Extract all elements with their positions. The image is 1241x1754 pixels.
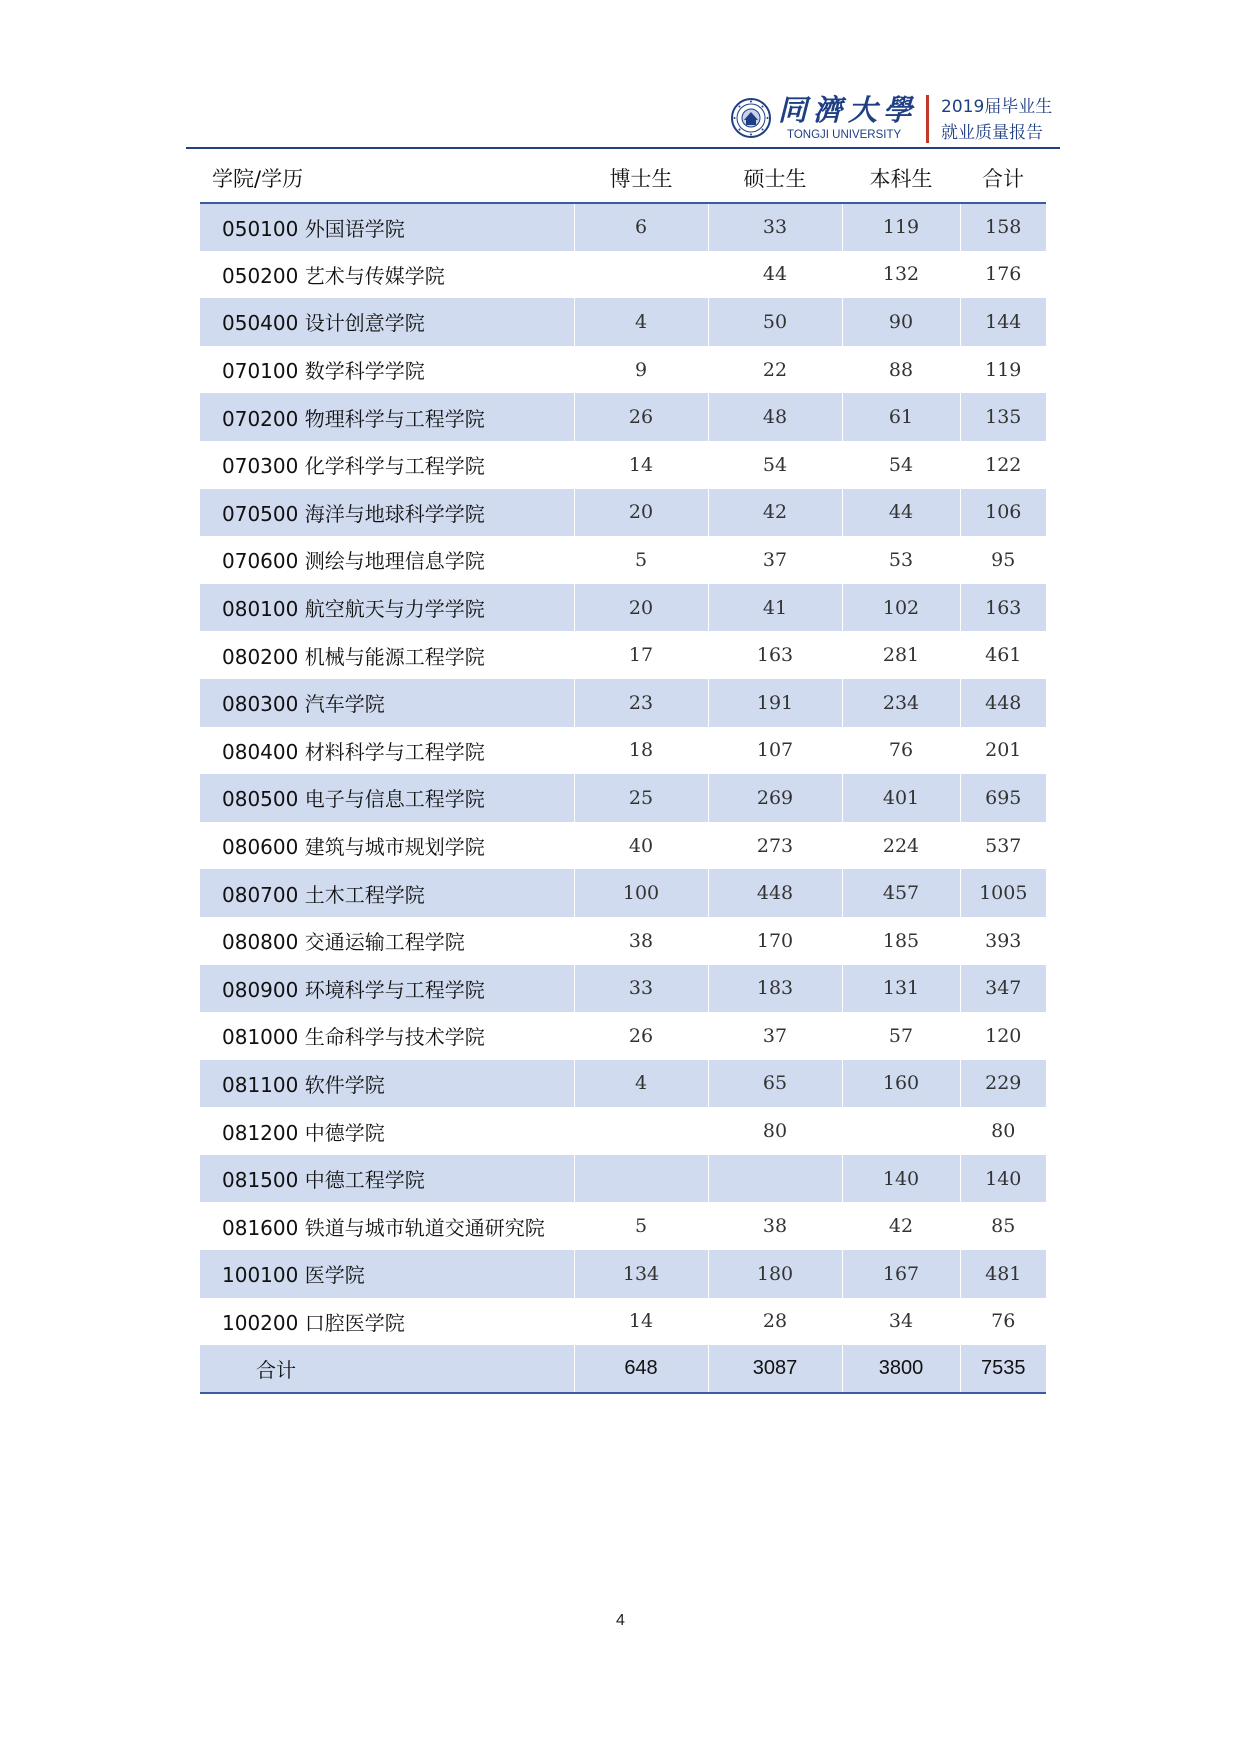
total-count-cell: 1005 xyxy=(960,869,1046,917)
total-count-cell: 229 xyxy=(960,1060,1046,1108)
total-phd-cell: 648 xyxy=(574,1345,708,1393)
bachelor-count-cell: 167 xyxy=(842,1250,960,1298)
master-count-cell: 448 xyxy=(708,869,842,917)
total-count-cell: 201 xyxy=(985,739,1022,762)
master-count-cell: 163 xyxy=(708,631,842,679)
table-row xyxy=(200,441,1046,489)
graduates-by-school-table xyxy=(200,153,1046,1394)
master-count-cell: 269 xyxy=(708,774,842,822)
bachelor-count-cell: 132 xyxy=(842,251,960,299)
table-row xyxy=(200,1107,1046,1155)
master-count-cell: 37 xyxy=(708,1012,842,1060)
total-count-cell: 122 xyxy=(985,453,1022,476)
total-count-cell: 347 xyxy=(960,965,1046,1013)
column-header-phd: 博士生 xyxy=(574,153,708,203)
phd-count-cell: 5 xyxy=(574,1202,708,1250)
master-count-cell: 48 xyxy=(708,393,842,441)
master-count-cell xyxy=(708,1155,842,1203)
school-name-cell: 081600 铁道与城市轨道交通研究院 xyxy=(200,1202,574,1250)
master-count-cell: 33 xyxy=(708,203,842,251)
total-count-cell: 481 xyxy=(960,1250,1046,1298)
table-row xyxy=(200,489,1046,537)
phd-count-cell: 134 xyxy=(574,1250,708,1298)
master-count-cell: 41 xyxy=(708,584,842,632)
table-row xyxy=(200,727,1046,775)
column-header-school: 学院/学历 xyxy=(200,153,574,203)
total-count-cell: 144 xyxy=(960,298,1046,346)
column-header-bachelor: 本科生 xyxy=(842,153,960,203)
table-row xyxy=(200,298,1046,346)
column-header-total: 合计 xyxy=(960,153,1046,203)
column-header-master: 硕士生 xyxy=(708,153,842,203)
bachelor-count-cell: 76 xyxy=(842,727,960,775)
bachelor-count-cell: 88 xyxy=(842,346,960,394)
total-count-cell: 140 xyxy=(960,1155,1046,1203)
school-name-cell: 050100 外国语学院 xyxy=(200,203,574,251)
table-row xyxy=(200,584,1046,632)
phd-count-cell: 38 xyxy=(574,917,708,965)
phd-count-cell: 33 xyxy=(574,965,708,1013)
master-count-cell: 273 xyxy=(708,822,842,870)
total-count-cell: 695 xyxy=(960,774,1046,822)
bachelor-count-cell: 160 xyxy=(842,1060,960,1108)
school-name-cell: 100100 医学院 xyxy=(200,1250,574,1298)
bachelor-count-cell: 224 xyxy=(842,822,960,870)
school-name-cell: 070100 数学科学学院 xyxy=(200,346,574,394)
school-name-cell: 080800 交通运输工程学院 xyxy=(200,917,574,965)
master-count-cell: 28 xyxy=(708,1298,842,1346)
phd-count-cell: 100 xyxy=(574,869,708,917)
total-label-cell: 合计 xyxy=(200,1345,574,1393)
bachelor-count-cell: 281 xyxy=(842,631,960,679)
master-count-cell: 65 xyxy=(708,1060,842,1108)
table-row xyxy=(200,869,1046,917)
total-count-cell: 135 xyxy=(960,393,1046,441)
school-name-cell: 070200 物理科学与工程学院 xyxy=(200,393,574,441)
phd-count-cell: 14 xyxy=(574,441,708,489)
table-row xyxy=(200,203,1046,251)
table-row xyxy=(200,251,1046,299)
table-row xyxy=(200,774,1046,822)
phd-count-cell: 20 xyxy=(574,584,708,632)
phd-count-cell: 23 xyxy=(574,679,708,727)
bachelor-count-cell: 119 xyxy=(842,203,960,251)
table-row xyxy=(200,346,1046,394)
total-count-cell: 393 xyxy=(985,929,1022,952)
bachelor-count-cell: 102 xyxy=(842,584,960,632)
bachelor-count-cell: 61 xyxy=(842,393,960,441)
total-count-cell: 106 xyxy=(960,489,1046,537)
phd-count-cell: 26 xyxy=(574,393,708,441)
phd-count-cell: 25 xyxy=(574,774,708,822)
master-count-cell: 170 xyxy=(708,917,842,965)
total-count-cell: 95 xyxy=(991,548,1016,571)
total-count-cell: 448 xyxy=(960,679,1046,727)
page-header xyxy=(0,0,1241,150)
school-name-cell: 080200 机械与能源工程学院 xyxy=(200,631,574,679)
phd-count-cell xyxy=(574,1107,708,1155)
bachelor-count-cell: 42 xyxy=(842,1202,960,1250)
table-row xyxy=(200,1060,1046,1108)
phd-count-cell: 6 xyxy=(574,203,708,251)
school-name-cell: 080500 电子与信息工程学院 xyxy=(200,774,574,822)
bachelor-count-cell: 44 xyxy=(842,489,960,537)
phd-count-cell: 14 xyxy=(574,1298,708,1346)
master-count-cell: 183 xyxy=(708,965,842,1013)
total-bachelor-cell: 3800 xyxy=(842,1345,960,1393)
school-name-cell: 100200 口腔医学院 xyxy=(200,1298,574,1346)
table-row xyxy=(200,631,1046,679)
grand-total-cell: 7535 xyxy=(960,1345,1046,1393)
table-header-row xyxy=(200,153,1046,203)
school-name-cell: 050200 艺术与传媒学院 xyxy=(200,251,574,299)
school-name-cell: 080300 汽车学院 xyxy=(200,679,574,727)
school-name-cell: 070300 化学科学与工程学院 xyxy=(200,441,574,489)
total-count-cell: 85 xyxy=(991,1215,1016,1238)
table-row xyxy=(200,822,1046,870)
master-count-cell: 180 xyxy=(708,1250,842,1298)
phd-count-cell: 9 xyxy=(574,346,708,394)
phd-count-cell: 26 xyxy=(574,1012,708,1060)
phd-count-cell xyxy=(574,251,708,299)
school-name-cell: 080700 土木工程学院 xyxy=(200,869,574,917)
school-name-cell: 081200 中德学院 xyxy=(200,1107,574,1155)
table-row xyxy=(200,965,1046,1013)
phd-count-cell xyxy=(574,1155,708,1203)
total-count-cell: 537 xyxy=(985,834,1022,857)
table-row xyxy=(200,1250,1046,1298)
table-total-row xyxy=(200,1345,1046,1393)
school-name-cell: 080100 航空航天与力学学院 xyxy=(200,584,574,632)
total-count-cell: 76 xyxy=(991,1310,1016,1333)
table-row xyxy=(200,393,1046,441)
total-count-cell: 120 xyxy=(985,1024,1022,1047)
table-row xyxy=(200,1012,1046,1060)
master-count-cell: 22 xyxy=(708,346,842,394)
total-count-cell: 80 xyxy=(991,1120,1016,1143)
master-count-cell: 42 xyxy=(708,489,842,537)
university-seal-icon xyxy=(731,98,771,138)
table-row xyxy=(200,1155,1046,1203)
table-row xyxy=(200,1202,1046,1250)
report-subtitle: 就业质量报告 xyxy=(941,123,1043,143)
bachelor-count-cell: 185 xyxy=(842,917,960,965)
school-name-cell: 050400 设计创意学院 xyxy=(200,298,574,346)
phd-count-cell: 40 xyxy=(574,822,708,870)
table-row xyxy=(200,917,1046,965)
total-count-cell: 176 xyxy=(985,263,1022,286)
bachelor-count-cell: 90 xyxy=(842,298,960,346)
master-count-cell: 54 xyxy=(708,441,842,489)
bachelor-count-cell: 140 xyxy=(842,1155,960,1203)
bachelor-count-cell: 457 xyxy=(842,869,960,917)
school-name-cell: 081000 生命科学与技术学院 xyxy=(200,1012,574,1060)
master-count-cell: 191 xyxy=(708,679,842,727)
total-count-cell: 158 xyxy=(960,203,1046,251)
master-count-cell: 107 xyxy=(708,727,842,775)
table-row xyxy=(200,679,1046,727)
total-count-cell: 461 xyxy=(985,644,1022,667)
phd-count-cell: 4 xyxy=(574,298,708,346)
bachelor-count-cell: 57 xyxy=(842,1012,960,1060)
phd-count-cell: 17 xyxy=(574,631,708,679)
table-row xyxy=(200,1298,1046,1346)
table-body xyxy=(200,203,1046,1393)
total-count-cell: 163 xyxy=(960,584,1046,632)
master-count-cell: 80 xyxy=(708,1107,842,1155)
total-count-cell: 119 xyxy=(985,358,1022,381)
phd-count-cell: 18 xyxy=(574,727,708,775)
page-number: 4 xyxy=(616,1612,625,1629)
phd-count-cell: 5 xyxy=(574,536,708,584)
bachelor-count-cell: 54 xyxy=(842,441,960,489)
report-title: 2019届毕业生 xyxy=(941,97,1053,117)
school-name-cell: 081100 软件学院 xyxy=(200,1060,574,1108)
bachelor-count-cell: 401 xyxy=(842,774,960,822)
table-row xyxy=(200,536,1046,584)
bachelor-count-cell: 131 xyxy=(842,965,960,1013)
school-name-cell: 070600 测绘与地理信息学院 xyxy=(200,536,574,584)
school-name-cell: 080900 环境科学与工程学院 xyxy=(200,965,574,1013)
school-name-cell: 081500 中德工程学院 xyxy=(200,1155,574,1203)
phd-count-cell: 4 xyxy=(574,1060,708,1108)
school-name-cell: 070500 海洋与地球科学学院 xyxy=(200,489,574,537)
header-divider xyxy=(926,95,929,143)
phd-count-cell: 20 xyxy=(574,489,708,537)
master-count-cell: 37 xyxy=(708,536,842,584)
master-count-cell: 38 xyxy=(708,1202,842,1250)
master-count-cell: 44 xyxy=(708,251,842,299)
bachelor-count-cell xyxy=(842,1107,960,1155)
graduates-table-container xyxy=(200,153,1046,1394)
university-logo-chinese: 同濟大學 xyxy=(778,93,919,127)
bachelor-count-cell: 34 xyxy=(842,1298,960,1346)
header-rule xyxy=(186,147,1060,149)
total-master-cell: 3087 xyxy=(708,1345,842,1393)
master-count-cell: 50 xyxy=(708,298,842,346)
school-name-cell: 080400 材料科学与工程学院 xyxy=(200,727,574,775)
bachelor-count-cell: 53 xyxy=(842,536,960,584)
school-name-cell: 080600 建筑与城市规划学院 xyxy=(200,822,574,870)
bachelor-count-cell: 234 xyxy=(842,679,960,727)
university-logo-english: TONGJI UNIVERSITY xyxy=(787,129,902,141)
